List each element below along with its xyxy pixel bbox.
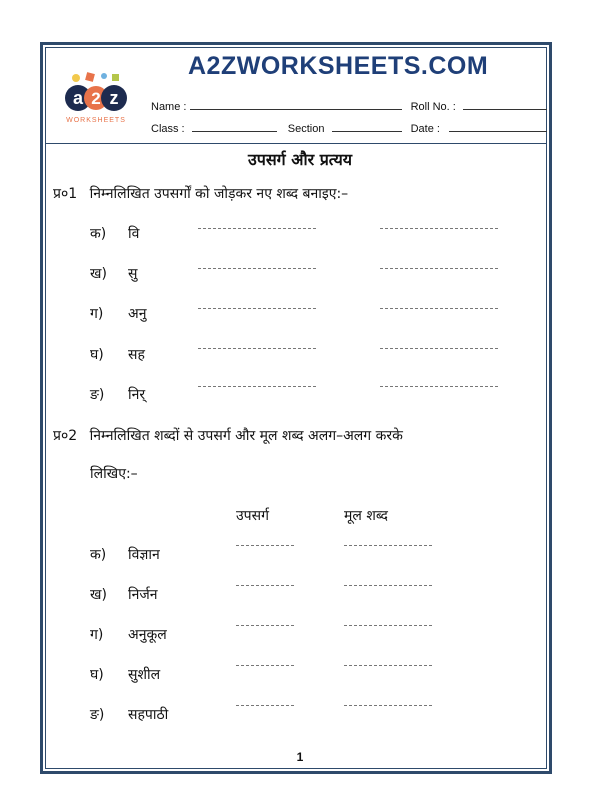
q2-prefix-blank[interactable] [236,585,294,586]
site-title: A2ZWORKSHEETS.COM [188,52,489,80]
q1-item-label: ग) [90,306,104,322]
question-1 [53,184,348,203]
class-field[interactable] [192,121,277,132]
q2-item-label: क) [90,547,107,563]
class-section-date-row [151,121,547,135]
q2-item-label: ङ) [90,707,105,723]
question-2-text-cont: लिखिए:– [90,466,138,482]
q2-root-blank[interactable] [344,545,432,546]
q1-item-label: ख) [90,266,107,282]
q2-root-blank[interactable] [344,625,432,626]
q1-item-word: वि [128,226,140,242]
column-header-prefix: उपसर्ग [236,508,269,524]
q1-answer-blank[interactable] [198,348,316,349]
q2-item-label: घ) [90,667,104,683]
section-label: Section [287,123,325,135]
q1-item-word: निर् [128,387,146,403]
q1-item-word: अनु [128,306,147,322]
q2-root-blank[interactable] [344,585,432,586]
q1-answer-blank[interactable] [380,228,498,229]
question-2 [53,426,403,445]
q1-answer-blank[interactable] [380,268,498,269]
section-field[interactable] [332,121,402,132]
q1-answer-blank[interactable] [380,386,498,387]
logo-subtext: WORKSHEETS [66,117,126,124]
q1-answer-blank[interactable] [380,348,498,349]
name-field[interactable] [190,99,402,110]
q1-answer-blank[interactable] [380,308,498,309]
svg-text:a: a [72,88,84,108]
name-label: Name : [151,101,187,113]
q2-prefix-blank[interactable] [236,705,294,706]
q1-answer-blank[interactable] [198,386,316,387]
q2-item-word: अनुकूल [128,627,167,643]
q2-prefix-blank[interactable] [236,665,294,666]
column-header-root-word: मूल शब्द [344,508,388,524]
question-1-number: प्र०1 [53,186,78,202]
svg-text:z: z [109,88,119,108]
q2-item-label: ख) [90,587,107,603]
q2-item-word: सुशील [128,667,161,683]
svg-text:2: 2 [91,89,101,108]
q1-item-word: सु [128,266,138,282]
question-2-number: प्र०2 [53,428,78,444]
worksheet-title: उपसर्ग और प्रत्यय [247,150,353,169]
q2-prefix-blank[interactable] [236,545,294,546]
q1-item-label: घ) [90,347,104,363]
q1-answer-blank[interactable] [198,308,316,309]
header-divider [45,143,547,144]
q1-item-label: क) [90,226,107,242]
roll-label: Roll No. : [410,101,456,113]
date-field[interactable] [449,121,547,132]
question-2-text: निम्नलिखित शब्दों से उपसर्ग और मूल शब्द अलग–अलग करके [89,428,403,444]
q2-item-label: ग) [90,627,104,643]
q2-item-word: सहपाठी [128,707,169,723]
q1-item-word: सह [128,347,145,363]
q2-root-blank[interactable] [344,665,432,666]
roll-field[interactable] [463,99,547,110]
a2z-logo [56,70,136,126]
q2-item-word: विज्ञान [128,547,160,563]
question-1-text: निम्नलिखित उपसर्गों को जोड़कर नए शब्द बनाइए:– [89,186,349,202]
q1-answer-blank[interactable] [198,228,316,229]
q1-item-label: ङ) [90,387,105,403]
class-label: Class : [151,123,185,135]
name-roll-row [151,99,547,113]
q2-prefix-blank[interactable] [236,625,294,626]
q2-root-blank[interactable] [344,705,432,706]
page-number: 1 [296,750,304,764]
date-label: Date : [410,123,440,135]
q1-answer-blank[interactable] [198,268,316,269]
q2-item-word: निर्जन [128,587,158,603]
